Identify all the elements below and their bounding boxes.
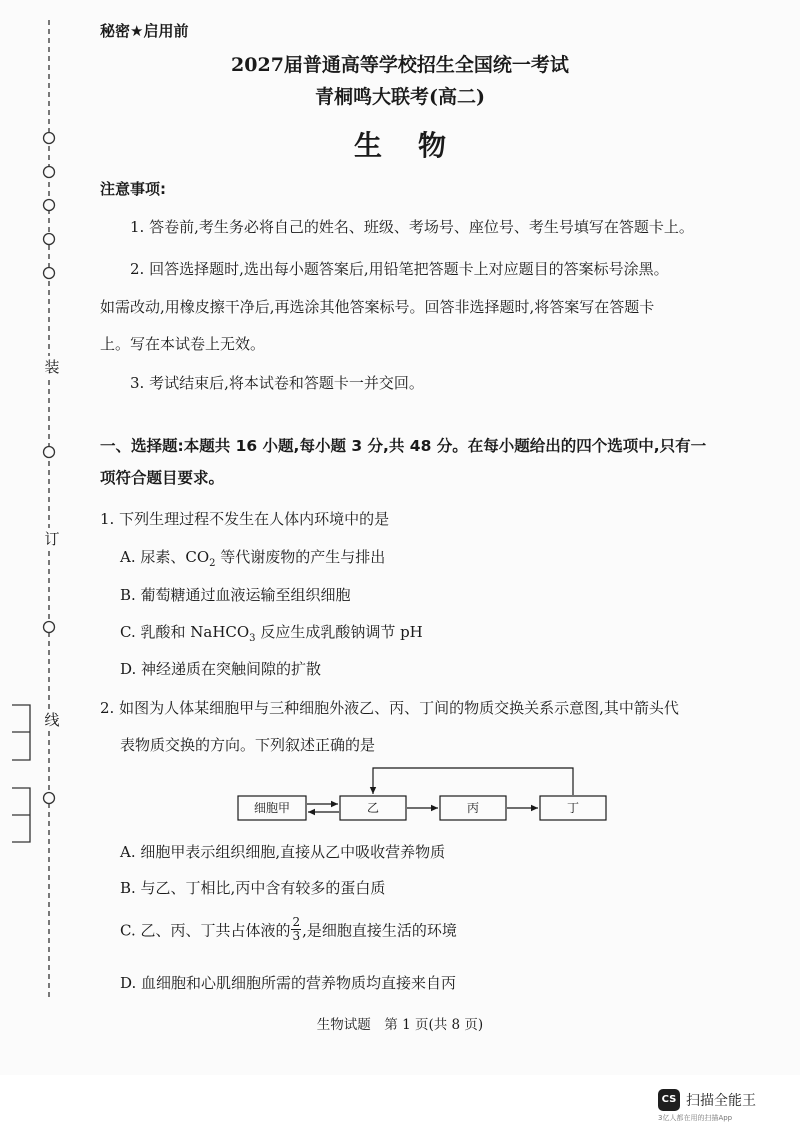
- binding-label-ding: 订: [44, 530, 60, 548]
- binding-hole: [44, 167, 55, 178]
- label-fluid-bing: 丙: [466, 801, 480, 815]
- q2-option-c: C. 乙、丙、丁共占体液的 $\frac{2}{3}$ ,是细胞直接生活的环境: [120, 915, 457, 943]
- binding-label-xian: 线: [44, 711, 60, 729]
- notice-item-2-line-1: 2. 回答选择题时,选出每小题答案后,用铅笔把答题卡上对应题目的答案标号涂黑。: [130, 260, 669, 278]
- binding-hole: [44, 200, 55, 211]
- binding-hole: [44, 234, 55, 245]
- binding-hole: [44, 793, 55, 804]
- binding-label-zhuang: 装: [44, 358, 60, 376]
- binding-hole: [44, 447, 55, 458]
- notice-item-2-line-3: 上。写在本试卷上无效。: [100, 335, 266, 353]
- fluid-exchange-diagram: [230, 762, 610, 828]
- q1-option-d: D. 神经递质在突触间隙的扩散: [120, 660, 322, 678]
- q1-stem: 1. 下列生理过程不发生在人体内环境中的是: [100, 510, 390, 528]
- notice-item-1: 1. 答卷前,考生务必将自己的姓名、班级、考场号、座位号、考生号填写在答题卡上。: [130, 218, 694, 236]
- q2-stem-line-1: 2. 如图为人体某细胞甲与三种细胞外液乙、丙、丁间的物质交换关系示意图,其中箭头代: [100, 699, 679, 717]
- section-1-instruction-line-2: 项符合题目要求。: [100, 469, 225, 487]
- q2-option-d: D. 血细胞和心肌细胞所需的营养物质均直接来自丙: [120, 974, 457, 992]
- binding-hole: [44, 622, 55, 633]
- label-fluid-ding: 丁: [566, 801, 580, 815]
- subject-title: 生物: [353, 129, 482, 162]
- page-footer: 生物试题 第 1 页(共 8 页): [316, 1017, 484, 1033]
- label-cell-jia: 细胞甲: [253, 801, 291, 815]
- q2-option-a: A. 细胞甲表示组织细胞,直接从乙中吸收营养物质: [120, 843, 446, 861]
- confidential-mark: 秘密★启用前: [100, 22, 189, 40]
- camscanner-logo-icon: CS: [658, 1089, 680, 1111]
- arrow-ding-to-yi: [373, 768, 573, 795]
- q1-option-b: B. 葡萄糖通过血液运输至组织细胞: [120, 586, 351, 604]
- q1-option-c: C. 乳酸和 NaHCO$_3$ 反应生成乳酸钠调节 pH: [120, 623, 423, 644]
- watermark-app-name: 扫描全能王: [686, 1093, 756, 1109]
- scanner-watermark: [658, 1085, 788, 1125]
- q1-option-a: A. 尿素、$CO_2$ 等代谢废物的产生与排出: [120, 548, 386, 569]
- binding-hole: [44, 268, 55, 279]
- exam-subtitle: 青桐鸣大联考(高二): [315, 86, 485, 108]
- notice-heading: 注意事项:: [100, 180, 166, 198]
- exam-title: 2027届普通高等学校招生全国统一考试: [231, 54, 569, 76]
- notice-item-3: 3. 考试结束后,将本试卷和答题卡一并交回。: [130, 374, 424, 392]
- watermark-tagline: 3亿人都在用的扫描App: [658, 1114, 733, 1122]
- notice-item-2-line-2: 如需改动,用橡皮擦干净后,再选涂其他答案标号。回答非选择题时,将答案写在答题卡: [100, 298, 655, 316]
- label-fluid-yi: 乙: [366, 801, 380, 815]
- q2-option-b: B. 与乙、丁相比,丙中含有较多的蛋白质: [120, 879, 386, 897]
- q2-stem-line-2: 表物质交换的方向。下列叙述正确的是: [120, 736, 376, 754]
- fraction-two-thirds: $\frac{2}{3}$: [292, 915, 301, 943]
- section-1-instruction-line-1: 一、选择题:本题共 16 小题,每小题 3 分,共 48 分。在每小题给出的四个选项中,只有一: [100, 437, 707, 455]
